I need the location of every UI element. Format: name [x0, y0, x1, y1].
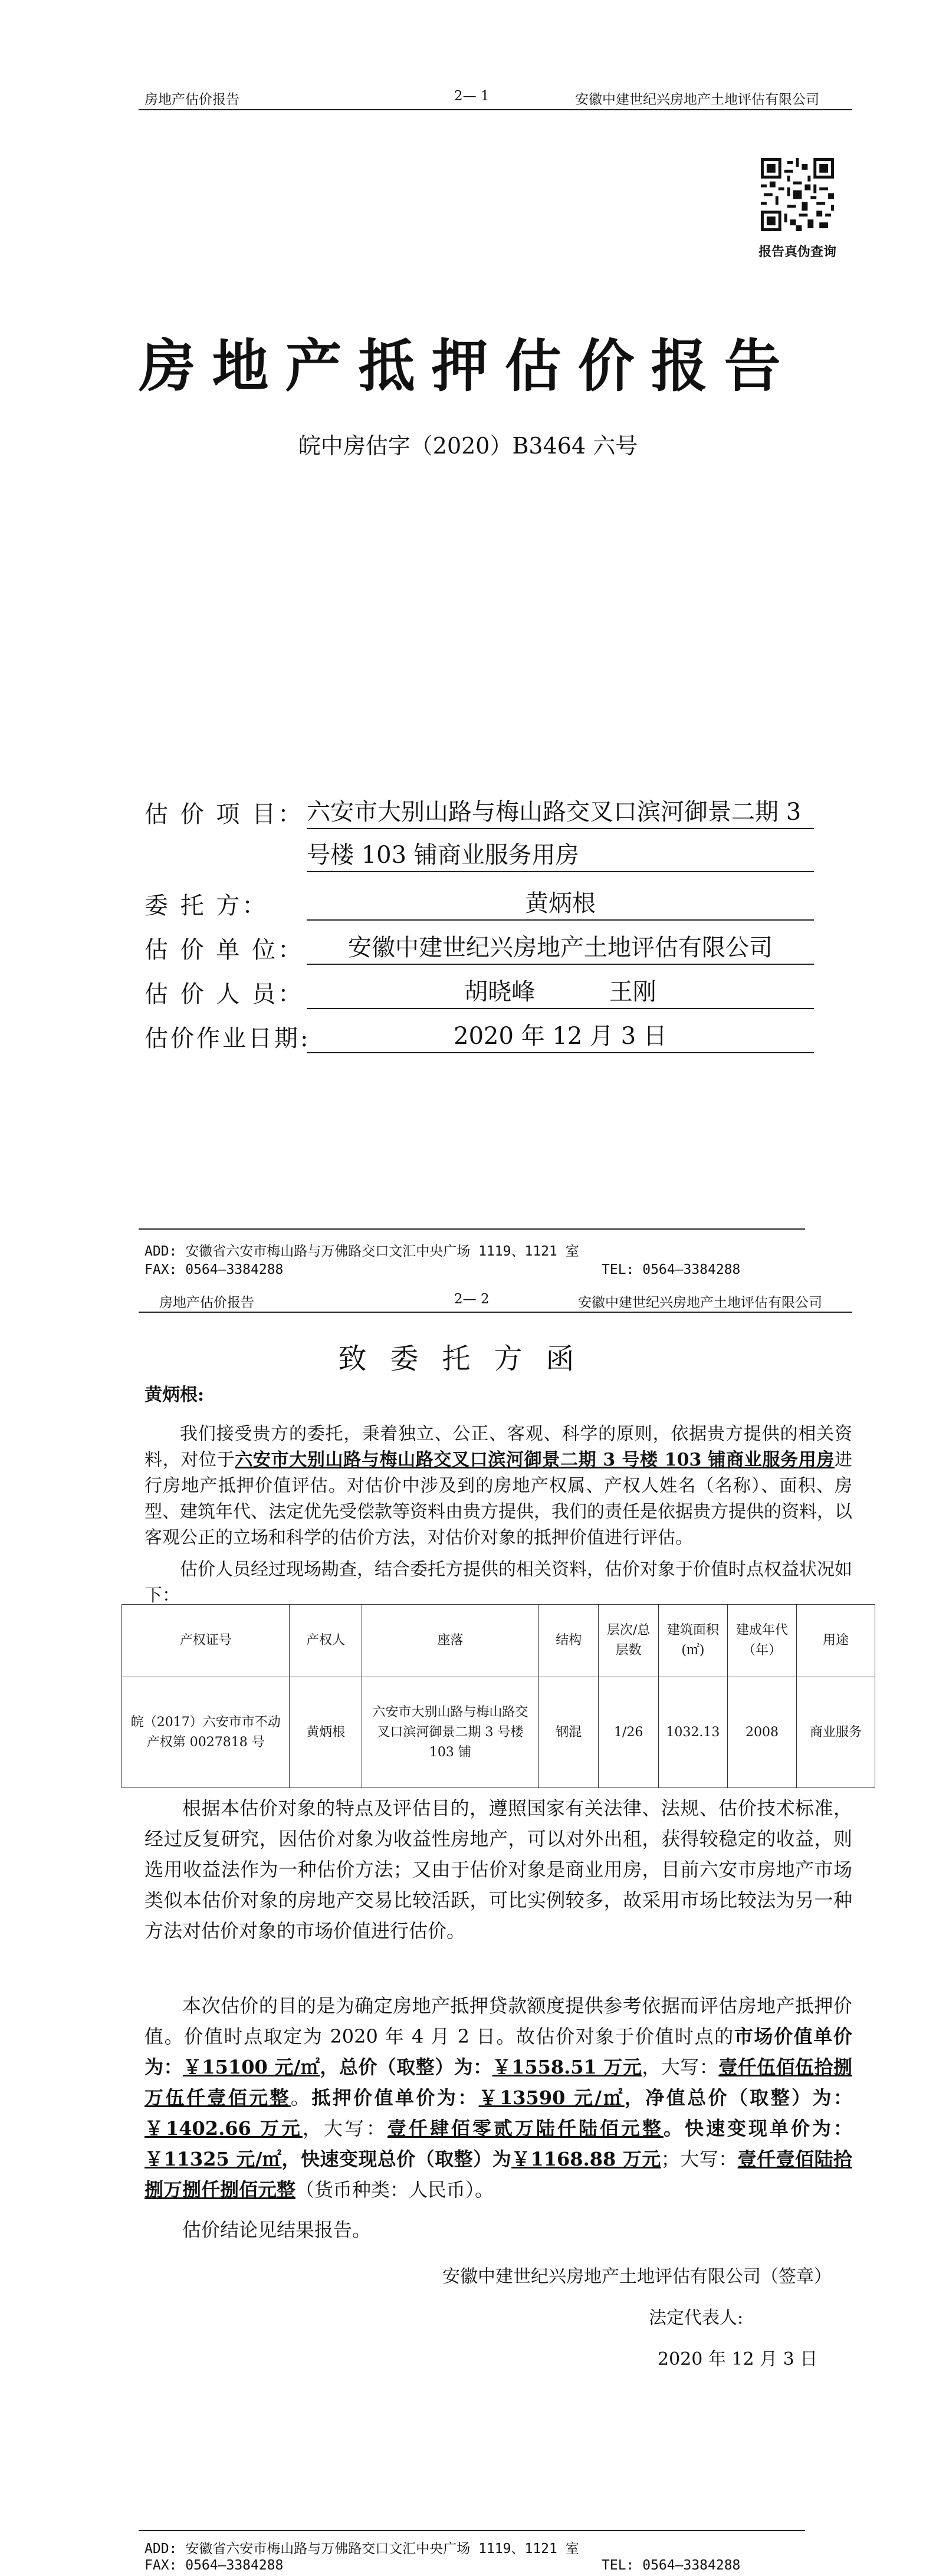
report-number: 皖中房估字（2020）B3464 六号 — [298, 433, 638, 459]
info-row-project — [144, 793, 814, 829]
signature-date: 2020 年 12 月 3 日 — [658, 2349, 818, 2370]
appraisers-box — [307, 973, 814, 1009]
page1-header-right: 安徽中建世纪兴房地产土地评估有限公司 — [575, 92, 819, 107]
td-use: 商业服务 — [797, 1677, 875, 1788]
client-value: 黄炳根 — [307, 885, 814, 921]
p4-mortgage-total: ￥1402.66 万元 — [144, 2117, 303, 2140]
date-value: 2020 年 12 月 3 日 — [307, 1017, 814, 1053]
appraiser-2: 王刚 — [609, 978, 656, 1006]
page1-footer-tel: TEL: 0564—3384288 — [602, 1262, 741, 1277]
appraiser-unit-value: 安徽中建世纪兴房地产土地评估有限公司 — [307, 929, 814, 965]
page2-header-left: 房地产估价报告 — [159, 1295, 254, 1310]
th-cert: 产权证号 — [122, 1605, 290, 1677]
page1-header-left: 房地产估价报告 — [144, 92, 239, 107]
th-location: 座落 — [362, 1605, 538, 1677]
page2-header-right: 安徽中建世纪兴房地产土地评估有限公司 — [578, 1295, 822, 1310]
project-line1: 六安市大别山路与梅山路交叉口滨河御景二期 3 — [307, 793, 814, 829]
p1-text-c: 进行房地产抵押价值评估。对估价中涉及到的房地产权属、产权人姓名（名称）、面积、房型、建筑年代、法定优先受偿款等资料由贵方提供，我们的责任是依据贵方提供的资料，以客观公正的立场和科学的估价方法，对估价对象的抵押价值进行评估。 — [144, 1450, 853, 1548]
p4-quick-unit-price: ￥11325 元/㎡ — [144, 2148, 282, 2170]
project-label: 估 价 项 目： — [144, 801, 304, 828]
p4-market-unit-label: 市场价值单价为： — [144, 2025, 852, 2078]
info-row-date — [144, 1017, 814, 1053]
p4-t19: ；大写： — [661, 2148, 738, 2170]
project-value — [307, 793, 814, 829]
qr-caption: 报告真伪查询 — [758, 244, 836, 259]
page1-footer-add: ADD: 安徽省六安市梅山路与万佛路交口文汇中央广场 1119、1121 室 — [144, 1244, 579, 1259]
client-value-box — [307, 885, 814, 921]
paragraph-2: 估价人员经过现场勘查，结合委托方提供的相关资料，估价对象于价值时点权益状况如下： — [144, 1559, 852, 1606]
salutation: 黄炳根: — [144, 1385, 205, 1405]
info-row-unit — [144, 929, 814, 965]
td-owner: 黄炳根 — [290, 1677, 362, 1788]
appraiser-unit-box — [307, 929, 814, 965]
td-location: 六安市大别山路与梅山路交叉口滨河御景二期 3 号楼 103 铺 — [362, 1677, 538, 1788]
td-area: 1032.13 — [658, 1677, 727, 1788]
p4-mortgage-total-words: 壹仟肆佰零贰万陆仟陆佰元整 — [387, 2117, 664, 2140]
info-row-client — [144, 885, 814, 921]
page1-header-page: 2— 1 — [454, 88, 490, 104]
page1-header-rule — [139, 109, 852, 110]
signature-company: 安徽中建世纪兴房地产土地评估有限公司（签章） — [442, 2266, 832, 2287]
p4-quick-total-words: 壹仟壹佰陆拾捌万捌仟捌佰元整 — [144, 2148, 852, 2201]
p4-t6: ，大写： — [642, 2056, 719, 2078]
page2-footer-fax: FAX: 0564—3384288 — [144, 2558, 284, 2573]
th-structure: 结构 — [538, 1605, 598, 1677]
p4-market-total: ￥1558.51 万元 — [492, 2056, 642, 2078]
p4-market-unit-price: ￥15100 元/㎡ — [182, 2056, 320, 2078]
appraisers-value — [307, 973, 814, 1009]
td-floor: 1/26 — [599, 1677, 658, 1788]
date-box — [307, 1017, 814, 1053]
report-title: 房地产抵押估价报告 — [139, 333, 797, 399]
td-cert: 皖（2017）六安市市不动产权第 0027818 号 — [122, 1677, 290, 1788]
p4-quick-total: ￥1168.88 万元 — [511, 2148, 661, 2170]
th-year: 建成年代（年） — [727, 1605, 796, 1677]
info-row-project-cont — [144, 836, 814, 872]
letter-title: 致委托方函 — [338, 1342, 598, 1375]
p4-t11: ，净值总价（取整）为： — [624, 2087, 852, 2109]
th-owner: 产权人 — [290, 1605, 362, 1677]
property-table — [121, 1604, 875, 1788]
project-line2: 号楼 103 铺商业服务用房 — [307, 836, 814, 872]
td-year: 2008 — [727, 1677, 796, 1788]
th-area: 建筑面积(㎡) — [658, 1605, 727, 1677]
p4-t13: ，大写： — [302, 2117, 387, 2140]
th-floor: 层次/总层数 — [599, 1605, 658, 1677]
page2-footer-add: ADD: 安徽省六安市梅山路与万佛路交口文汇中央广场 1119、1121 室 — [144, 2541, 579, 2557]
p4-t8: 。 — [290, 2087, 312, 2109]
p4-market-total-words: 壹仟伍佰伍拾捌万伍仟壹佰元整 — [144, 2056, 852, 2109]
p1-text-a: 我们接受贵方的委托，秉着独立、公正、客观、科学的原则，依据贵方提供的相关资料，对位于 — [144, 1424, 852, 1470]
paragraph-1 — [144, 1421, 852, 1551]
paragraph-5: 估价结论见结果报告。 — [182, 2219, 372, 2241]
td-structure: 钢混 — [538, 1677, 598, 1788]
p4-t15: 。快速变现单价为： — [663, 2117, 852, 2140]
info-row-appraisers — [144, 973, 814, 1009]
table-row — [122, 1677, 875, 1788]
appraiser-1: 胡晓峰 — [464, 978, 536, 1006]
paragraph-3: 根据本估价对象的特点及评估目的，遵照国家有关法律、法规、估价技术标准，经过反复研究，因估价对象为收益性房地产，可以对外出租，获得较稳定的收益，则选用收益法作为一种估价方法；又由于估价对象是商业用房，目前六安市房地产市场类似本估价对象的房地产交易比较活跃，可比实例较多，故采用市场比较法为另一种方法对估价对象的市场价值进行估价。 — [144, 1797, 852, 1942]
page2-footer-tel: TEL: 0564—3384288 — [602, 2558, 741, 2573]
table-header-row — [122, 1605, 875, 1677]
p4-t4: ，总价（取整）为： — [320, 2056, 492, 2078]
client-label: 委 托 方： — [144, 892, 268, 919]
p4-mortgage-unit-price: ￥13590 元/㎡ — [478, 2087, 625, 2109]
page1-footer-fax: FAX: 0564—3384288 — [144, 1262, 284, 1277]
p1-property-address: 六安市大别山路与梅山路交叉口滨河御景二期 3 号楼 103 铺商业服务用房 — [235, 1450, 835, 1470]
page2-header-rule — [139, 1312, 852, 1313]
legal-representative: 法定代表人: — [649, 2308, 744, 2328]
page2-footer-rule — [139, 2530, 805, 2531]
appraiser-unit-label: 估 价 单 位： — [144, 937, 304, 964]
date-label: 估价作业日期: — [144, 1025, 311, 1052]
th-use: 用途 — [797, 1605, 875, 1677]
p4-t1: 本次估价的目的是为确定房地产抵押贷款额度提供参考依据而评估房地产抵押价值。价值时点取定为 2020 年 4 月 2 日。故估价对象于价值时点的 — [144, 1995, 852, 2048]
project-value-cont — [307, 836, 814, 872]
page1-footer-rule — [139, 1228, 805, 1230]
page2-header-page: 2— 2 — [454, 1292, 490, 1307]
appraisers-label: 估 价 人 员： — [144, 981, 304, 1008]
qr-code-icon[interactable] — [761, 158, 834, 231]
p4-mortgage-unit-label: 抵押价值单价为： — [311, 2087, 479, 2109]
paragraph-4 — [144, 1990, 852, 2205]
p4-t17: ，快速变现总价（取整）为 — [281, 2148, 512, 2170]
p4-t21: （货币种类：人民币）。 — [295, 2179, 494, 2201]
